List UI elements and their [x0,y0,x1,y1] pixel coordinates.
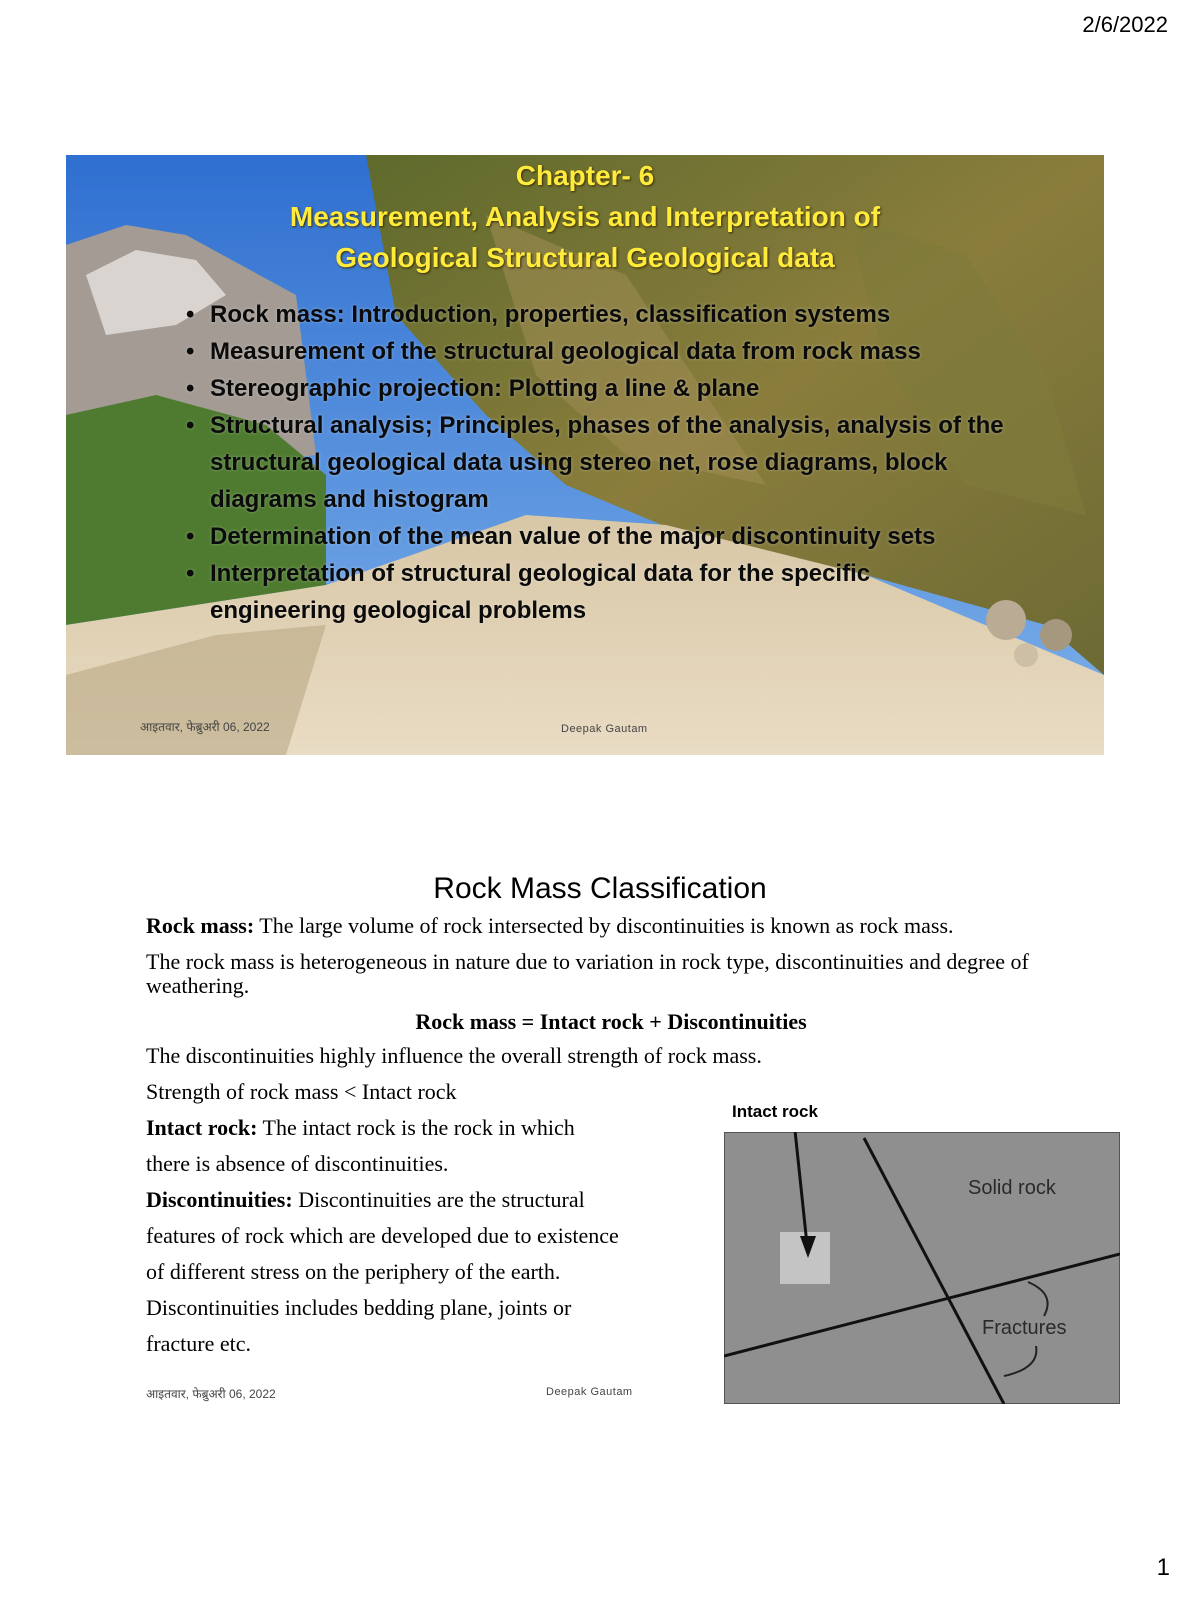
chapter-title-line-1: Measurement, Analysis and Interpretation of [289,201,881,232]
strength-text: Strength of rock mass < Intact rock [146,1079,457,1104]
slide-chapter-6 [66,155,1104,755]
rock-mass-formula: Rock mass = Intact rock + Discontinuities [415,1009,807,1034]
influence-text: The discontinuities highly influence the overall strength of rock mass. [146,1043,762,1068]
term-label: Intact rock: [146,1115,258,1140]
list-item: • Stereographic projection: Plotting a line & plane [186,370,1006,407]
list-item: • Interpretation of structural geological data for the specific engineering geological problems [186,555,1006,629]
slide-footer-author: Deepak Gautam [561,723,648,735]
slide-footer-date: आइतवार, फेब्रुअरी 06, 2022 [140,720,270,734]
discontinuities-definition-cont: fracture etc. [146,1331,252,1356]
list-item: • Structural analysis; Principles, phases of the analysis, analysis of the structural geological data using stereo net, rose diagrams, block diagrams and histogram [186,407,1006,518]
intact-rock-definition: Intact rock: The intact rock is the rock in which [146,1115,575,1140]
slide-rock-mass-classification [66,860,1134,1460]
term-label: Discontinuities: [146,1187,293,1212]
heterogeneity-text: The rock mass is heterogeneous in nature due to variation in rock type, discontinuities and degree of weathering. [146,949,1029,998]
figure-label: Intact rock [732,1102,818,1121]
discontinuities-definition-cont: Discontinuities includes bedding plane, joints or [146,1295,572,1320]
chapter-title-line-2: Geological Structural Geological data [335,242,835,273]
chapter-label: Chapter- 6 [515,160,655,191]
page-date: 2/6/2022 [1082,12,1168,37]
slide-title: Rock Mass Classification [433,872,767,905]
fractures-label: Fractures [982,1317,1067,1339]
slide-footer-author: Deepak Gautam [546,1386,633,1398]
discontinuities-definition-cont: features of rock which are developed due to existence [146,1223,619,1248]
term-label: Rock mass: [146,913,255,938]
discontinuities-definition: Discontinuities: Discontinuities are the structural [146,1187,585,1212]
rock-mass-definition: Rock mass: The large volume of rock intersected by discontinuities is known as rock mass. [146,913,954,938]
list-item: • Determination of the mean value of the major discontinuity sets [186,518,1006,555]
list-item: • Rock mass: Introduction, properties, classification systems [186,296,1006,333]
page-number: 1 [1156,1554,1170,1581]
list-item: • Measurement of the structural geological data from rock mass [186,333,1006,370]
discontinuities-definition-cont: of different stress on the periphery of the earth. [146,1259,561,1284]
intact-rock-definition-cont: there is absence of discontinuities. [146,1151,449,1176]
topic-list [186,296,1006,629]
slide-footer-date: आइतवार, फेब्रुअरी 06, 2022 [146,1387,276,1401]
rock-fracture-figure [724,1132,1120,1404]
solid-rock-label: Solid rock [968,1177,1056,1199]
